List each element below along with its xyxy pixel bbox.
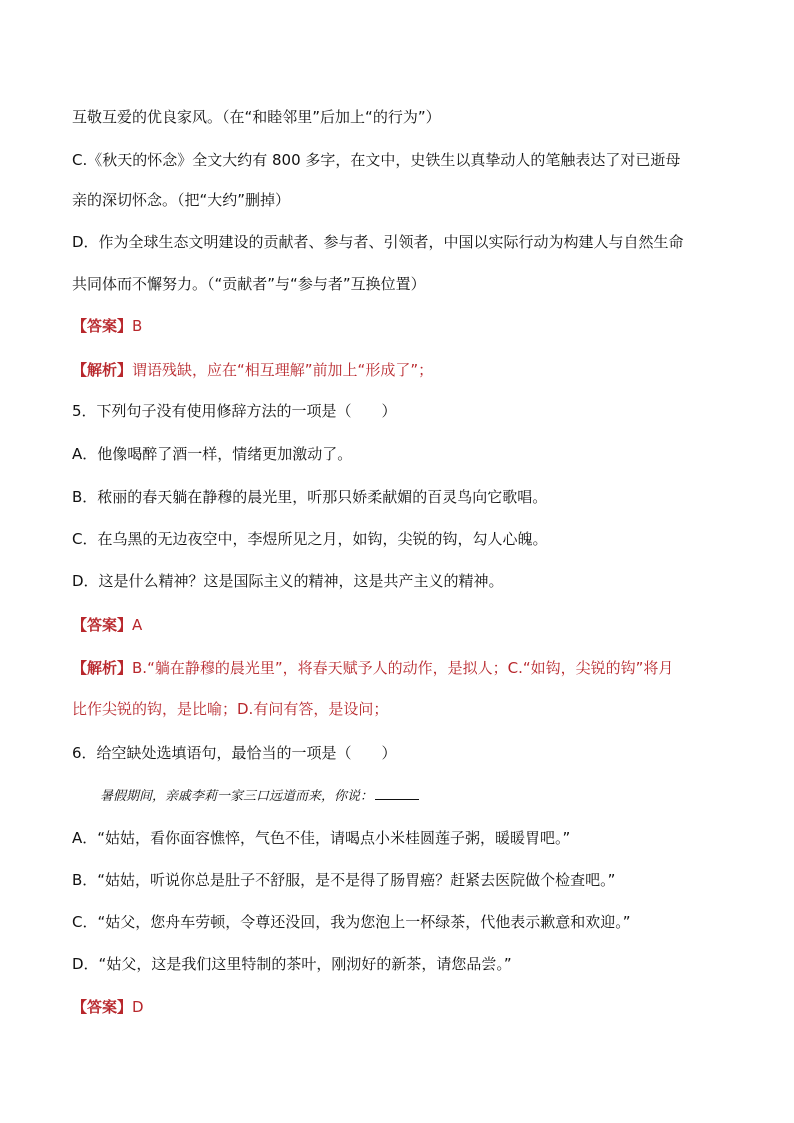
q5-option-d: D．这是什么精神？这是国际主义的精神，这是共产主义的精神。: [72, 572, 504, 590]
analysis-text: 谓语残缺，应在“相互理解”前加上“形成了”；: [132, 361, 434, 379]
analysis-tag: 【解析】: [72, 361, 133, 379]
q6-stem: 6．给空缺处选填语句，最恰当的一项是（ ）: [72, 744, 397, 762]
q4-option-c-line2: 亲的深切怀念。（把“大约”删掉）: [72, 191, 291, 209]
analysis-tag: 【解析】: [72, 659, 133, 677]
q4-option-d-line2: 共同体而不懈努力。（“贡献者”与“参与者”互换位置）: [72, 275, 426, 293]
q5-answer: [72, 614, 142, 636]
q5-stem: 5．下列句子没有使用修辞方法的一项是（ ）: [72, 402, 397, 420]
q6-example-sentence: [100, 786, 419, 808]
answer-value: A: [132, 616, 143, 634]
q4-option-a-continued: 互敬互爱的优良家风。（在“和睦邻里”后加上“的行为”）: [72, 108, 441, 126]
q6-option-b: B．“姑姑，听说你总是肚子不舒服，是不是得了肠胃癌？赶紧去医院做个检查吧。”: [72, 871, 616, 889]
answer-tag: 【答案】: [72, 616, 133, 634]
q5-analysis-line1: [72, 657, 673, 679]
example-text: 暑假期间，亲戚李莉一家三口远道而来，你说：: [100, 789, 374, 804]
q4-analysis: [72, 359, 433, 381]
answer-value: D: [132, 998, 144, 1016]
answer-tag: 【答案】: [72, 317, 133, 335]
q5-analysis-line2: 比作尖锐的钩，是比喻；D.有问有答，是设问；: [72, 700, 389, 718]
q6-answer: [72, 996, 144, 1018]
q6-option-c: C．“姑父，您舟车劳顿，令尊还没回，我为您泡上一杯绿茶，代他表示歉意和欢迎。”: [72, 913, 631, 931]
answer-tag: 【答案】: [72, 998, 133, 1016]
q4-option-c-line1: C.《秋天的怀念》全文大约有 800 多字，在文中，史铁生以真挚动人的笔触表达了对已逝母: [72, 151, 681, 169]
q5-option-c: C．在乌黑的无边夜空中，李煜所见之月，如钩，尖锐的钩，勾人心魄。: [72, 530, 548, 548]
answer-value: B: [132, 317, 143, 335]
q4-option-d-line1: D．作为全球生态文明建设的贡献者、参与者、引领者，中国以实际行动为构建人与自然生命: [72, 233, 684, 251]
q6-option-a: A．“姑姑，看你面容憔悴，气色不佳，请喝点小米桂圆莲子粥，暖暖胃吧。”: [72, 829, 571, 847]
q4-answer: [72, 315, 142, 337]
answer-blank: [375, 799, 419, 800]
analysis-text: B.“躺在静穆的晨光里”，将春天赋予人的动作，是拟人；C.“如钩，尖锐的钩”将月: [132, 659, 674, 677]
q6-option-d: D．“姑父，这是我们这里特制的茶叶，刚沏好的新茶，请您品尝。”: [72, 955, 512, 973]
q5-option-a: A．他像喝醉了酒一样，情绪更加激动了。: [72, 445, 353, 463]
q5-option-b: B．秾丽的春天躺在静穆的晨光里，听那只娇柔献媚的百灵鸟向它歌唱。: [72, 488, 548, 506]
